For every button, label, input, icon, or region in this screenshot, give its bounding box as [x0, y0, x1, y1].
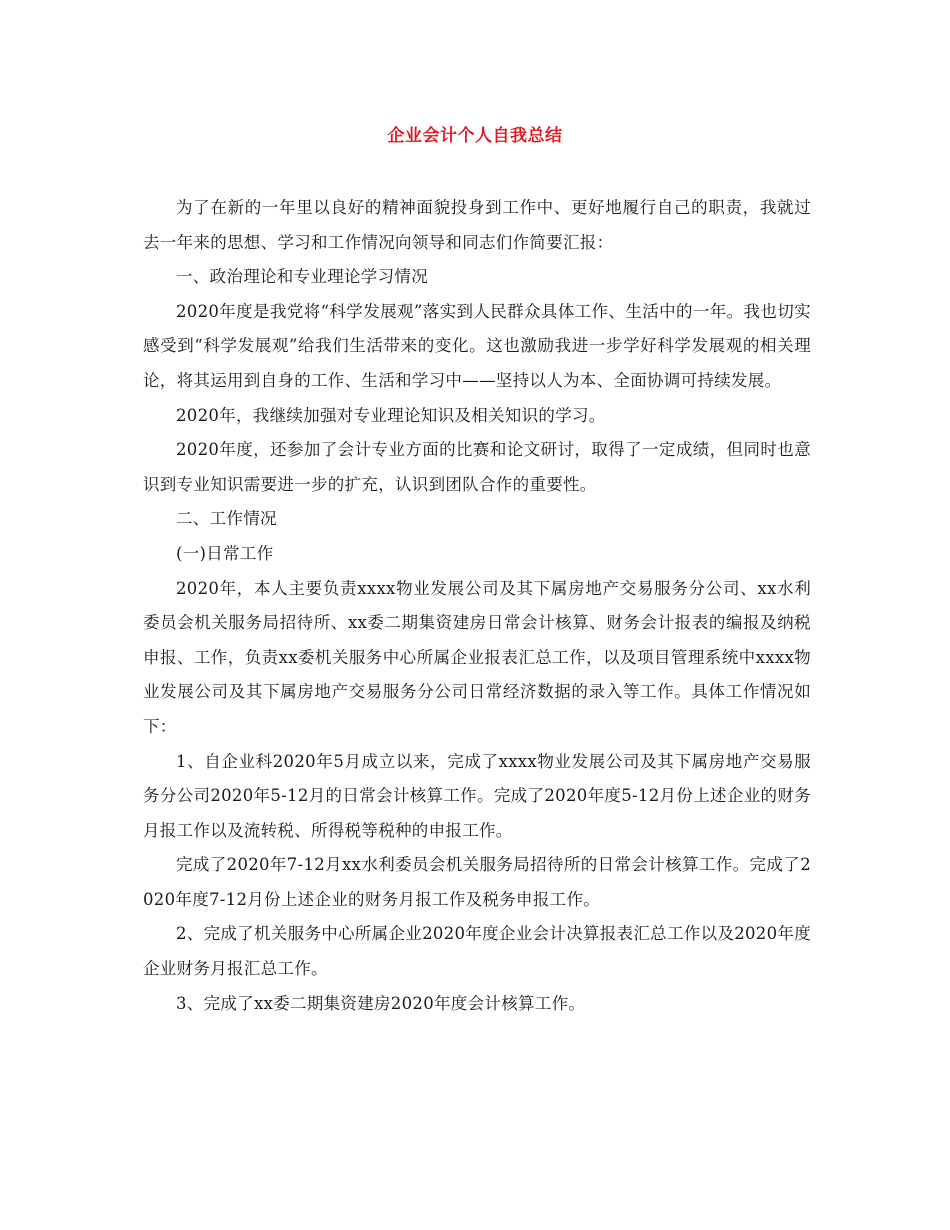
list-item-1: 1、自企业科2020年5月成立以来，完成了xxxx物业发展公司及其下属房地产交易服务分公司2020年5-12月的日常会计核算工作。完成了2020年度5-12月份上述企业的财务月报工作以及流转税、所得税等税种的申报工作。	[143, 751, 811, 840]
paragraph-competition: 2020年度，还参加了会计专业方面的比赛和论文研讨，取得了一定成绩，但同时也意识到专业知识需要进一步的扩充，认识到团队合作的重要性。	[143, 440, 811, 494]
paragraph-responsibilities: 2020年，本人主要负责xxxx物业发展公司及其下属房地产交易服务分公司、xx水利委员会机关服务局招待所、xx委二期集资建房日常会计核算、财务会计报表的编报及纳税申报、工作，负责xx委机关服务中心所属企业报表汇总工作，以及项目管理系统中xxxx物业发展公司及其下属房地产交易服务分公司日常经济数据的录入等工作。具体工作情况如下：	[143, 578, 811, 736]
document-title: 企业会计个人自我总结	[387, 126, 563, 146]
paragraph-study: 2020年，我继续加强对专业理论知识及相关知识的学习。	[176, 405, 606, 425]
list-item-3: 3、完成了xx委二期集资建房2020年度会计核算工作。	[176, 993, 586, 1013]
paragraph-intro: 为了在新的一年里以良好的精神面貌投身到工作中、更好地履行自己的职责，我就过去一年来的思想、学习和工作情况向领导和同志们作简要汇报：	[143, 198, 811, 252]
section-heading-theory: 一、政治理论和专业理论学习情况	[176, 267, 428, 287]
list-item-2: 2、完成了机关服务中心所属企业2020年度企业会计决算报表汇总工作以及2020年度企业财务月报汇总工作。	[143, 924, 811, 979]
paragraph-theory: 2020年度是我党将“科学发展观”落实到人民群众具体工作、生活中的一年。我也切实感受到“科学发展观”给我们生活带来的变化。这也激励我进一步学好科学发展观的相关理论，将其运用到自身的工作、生活和学习中——坚持以人为本、全面协调可持续发展。	[143, 301, 811, 390]
document-body	[143, 191, 811, 1021]
paragraph-guesthouse: 完成了2020年7-12月xx水利委员会机关服务局招待所的日常会计核算工作。完成了2020年度7-12月份上述企业的财务月报工作及税务申报工作。	[143, 855, 811, 909]
section-heading-work: 二、工作情况	[176, 509, 277, 529]
subsection-heading-daily-work: (一)日常工作	[176, 543, 274, 563]
